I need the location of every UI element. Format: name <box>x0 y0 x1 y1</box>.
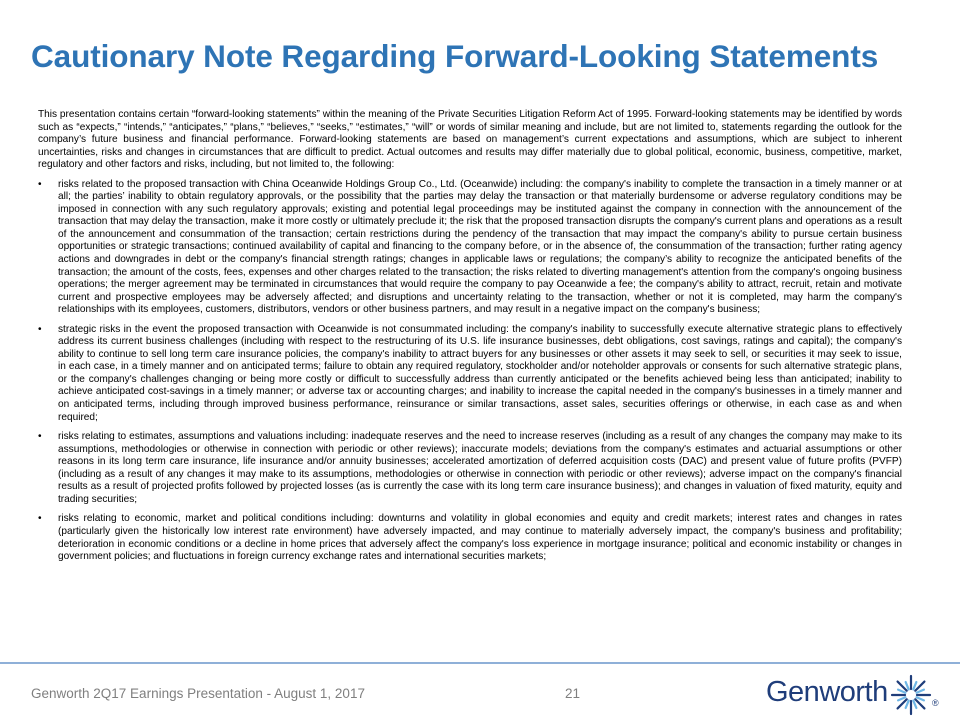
logo-wordmark: Genworth <box>766 676 888 708</box>
intro-paragraph: This presentation contains certain “forward-looking statements” within the meaning of the Private Securities Litigation Reform Act of 1995. Forward-looking statements may be identified by words such as “expects,” “intends,” “anticipates,” “plans,” “believes,” “seeks,” “estimates,” “will” or words of similar meaning and include, but are not limited to, statements regarding the outlook for the company’s future business and financial performance. Forward-looking statements are based on management’s current expectations and assumptions, which are subject to inherent uncertainties, risks and changes in circumstances that are difficult to predict. Actual outcomes and results may differ materially due to global political, economic, business, competitive, market, regulatory and other factors and risks, including, but not limited to, the following: <box>38 109 902 171</box>
bullet-marker: • <box>38 431 42 443</box>
risk-bullet <box>38 324 902 424</box>
page-number: 21 <box>565 686 581 701</box>
footer-presentation-label: Genworth 2Q17 Earnings Presentation - August 1, 2017 <box>31 686 365 701</box>
risk-bullet-text: risks relating to estimates, assumptions and valuations including: inadequate reserves and the need to increase reserves (including as a result of any changes the company may make to its assumptions, methodologies or otherwise in connection with periodic or other reviews); inaccurate models; deviations from the company's estimates and actuarial assumptions or other reasons in its long term care insurance, life insurance and/or annuity businesses; accelerated amortization of deferred acquisition costs (DAC) and present value of future profits (PVFP) (including as a result of any changes it may make to its assumptions, methodologies or otherwise in connection with periodic or other reviews); adverse impact on the company's financial results as a result of projected profits followed by projected losses (as is currently the case with its long term care insurance business); and changes in valuation of fixed maturity, equity and trading securities; <box>58 431 902 505</box>
disclaimer-body <box>38 109 902 571</box>
bullet-marker: • <box>38 323 42 335</box>
risk-bullet-text: strategic risks in the event the proposed transaction with Oceanwide is not consummated including: the company's inability to successfully execute alternative strategic plans to effectively address its current business challenges (including with respect to the restructuring of its U.S. life insurance businesses, debt obligations, cost savings, ratings and capital); the company's ability to continue to sell long term care insurance policies, the company's inability to attract buyers for any businesses or other assets it may seek to sell, or securities it may seek to issue, in each case, in a timely manner and on anticipated terms; failure to obtain any required regulatory, stockholder and/or noteholder approvals or consents for such alternative strategic plans, or the company's challenges changing or being more costly or difficult to successfully address than currently anticipated or the benefits achieved being less than anticipated; inability to achieve anticipated cost-savings in a timely manner; or adverse tax or accounting charges; and inability to increase the capital needed in the company's businesses in a timely manner and on anticipated terms, including through improved business performance, reinsurance or similar transactions, asset sales, securities offerings or otherwise, in each case as and when required; <box>58 323 902 423</box>
risk-bullet <box>38 431 902 506</box>
genworth-starburst-icon <box>890 674 932 716</box>
bullet-marker: • <box>38 178 42 190</box>
risk-bullet-list <box>38 179 902 564</box>
bullet-marker: • <box>38 513 42 525</box>
risk-bullet <box>38 179 902 317</box>
risk-bullet <box>38 513 902 563</box>
slide-title: Cautionary Note Regarding Forward-Looking Statements <box>31 38 879 74</box>
registered-mark: ® <box>932 698 939 708</box>
footer-divider <box>0 662 960 664</box>
genworth-logo <box>766 674 944 716</box>
risk-bullet-text: risks related to the proposed transaction with China Oceanwide Holdings Group Co., Ltd. (Oceanwide) including: the company's inability to complete the transaction in a timely manner or at all; the parties’ inability to obtain regulatory approvals, or the possibility that the parties may delay the transaction or that materially burdensome or adverse regulatory conditions may be imposed in connection with any such regulatory approvals; existing and potential legal proceedings may be instituted against the company in connection with the announcement of the transaction that may delay the transaction, make it more costly or ultimately preclude it; the risk that the proposed transaction disrupts the company's current plans and operations as a result of the announcement and consummation of the transaction; certain restrictions during the pendency of the transaction that may impact the company's ability to pursue certain business opportunities or strategic transactions; continued availability of capital and financing to the company before, or in the absence of, the consummation of the transaction; further rating agency actions and downgrades in debt or the company's financial strength ratings; changes in applicable laws or regulations; the company’s ability to recognize the anticipated benefits of the transaction; the amount of the costs, fees, expenses and other charges related to the transaction; the risks related to diverting management's attention from the company's ongoing business operations; the merger agreement may be terminated in circumstances that would require the company to pay Oceanwide a fee; the company's ability to attract, recruit, retain and motivate current and prospective employees may be adversely affected; and disruptions and uncertainty relating to the transaction, whether or not it is completed, may harm the company's relationships with its employees, customers, distributors, vendors or other business partners, and may result in a negative impact on the company's business; <box>58 178 902 316</box>
risk-bullet-text: risks relating to economic, market and political conditions including: downturns and volatility in global economies and equity and credit markets; interest rates and changes in rates (particularly given the historically low interest rate environment) have adversely impacted, and may continue to materially adversely impact, the company's business and profitability; deterioration in economic conditions or a decline in home prices that adversely affect the company's loss experience in mortgage insurance; political and economic instability or changes in government policies; and fluctuations in foreign currency exchange rates and international securities markets; <box>58 513 902 563</box>
